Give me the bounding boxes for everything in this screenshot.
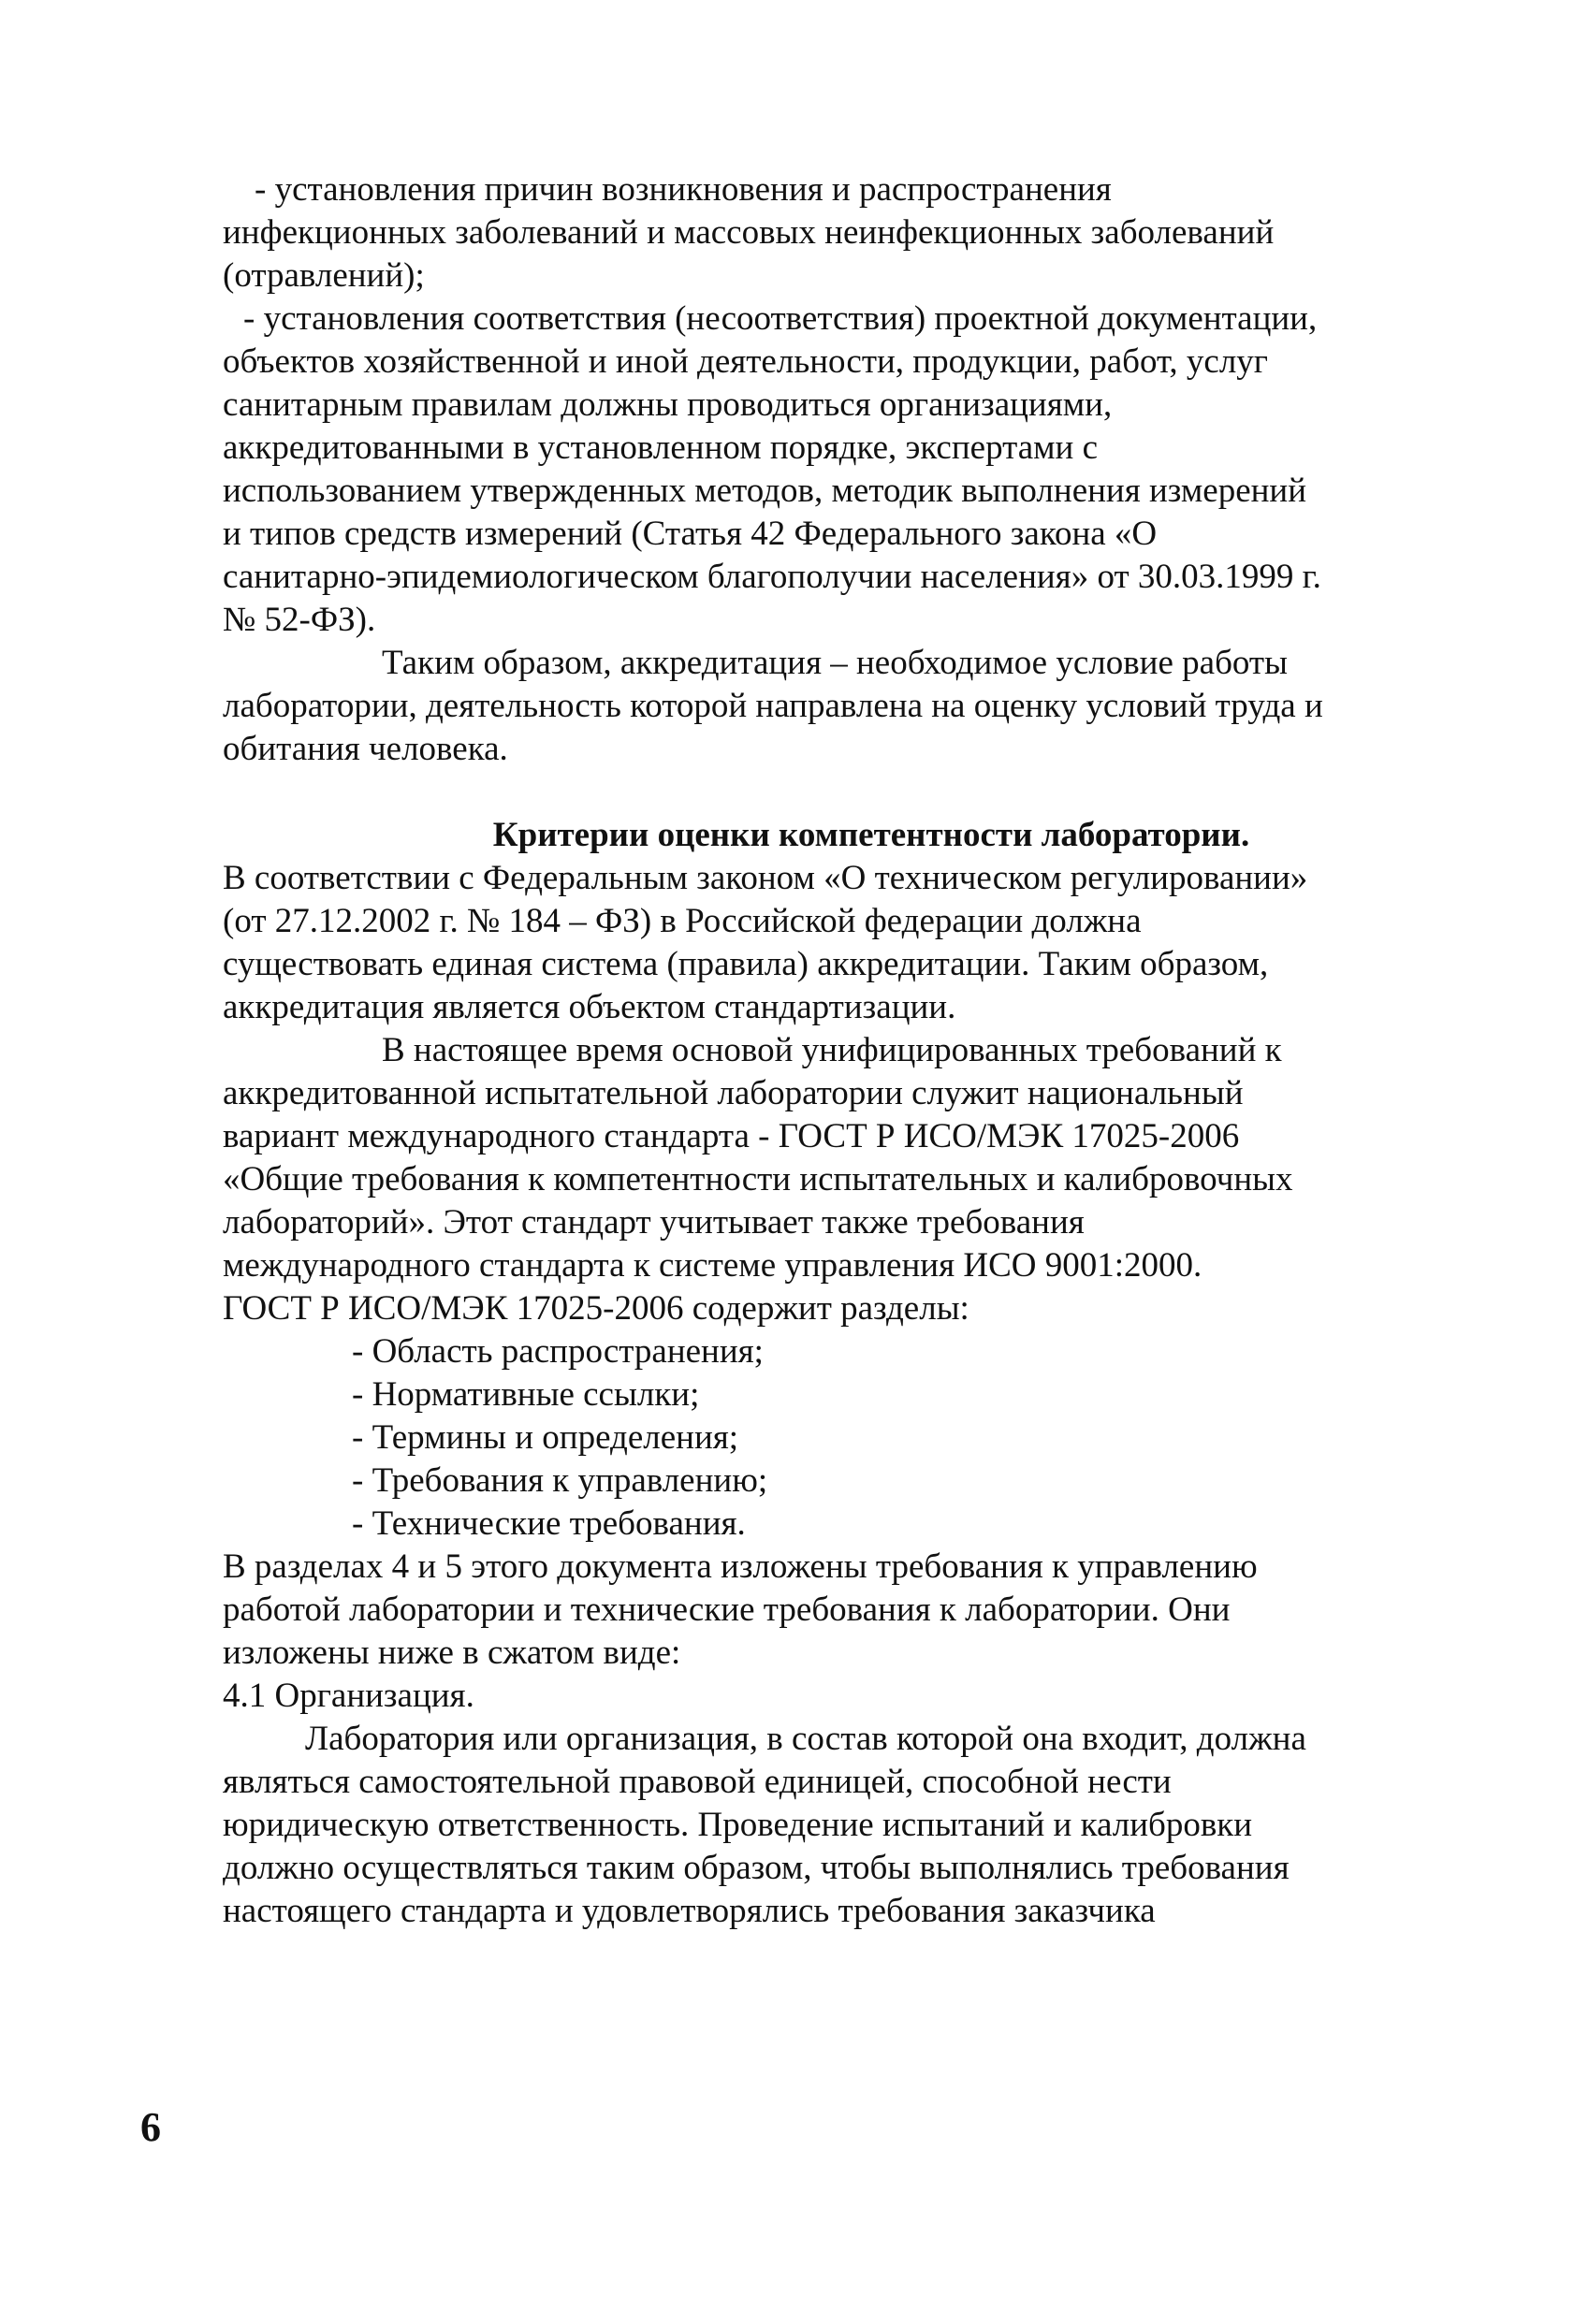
- text-line: аккредитация является объектом стандартизации.: [223, 988, 956, 1026]
- text-line: - установления соответствия (несоответствия) проектной документации,: [243, 299, 1318, 338]
- text-line: обитания человека.: [223, 730, 508, 768]
- text-line: использованием утвержденных методов, методик выполнения измерений: [223, 472, 1307, 510]
- text-line: юридическую ответственность. Проведение испытаний и калибровки: [223, 1806, 1253, 1844]
- text-line: ГОСТ Р ИСО/МЭК 17025-2006 содержит разделы:: [223, 1289, 969, 1328]
- text-line: объектов хозяйственной и иной деятельности, продукции, работ, услуг: [223, 342, 1268, 381]
- text-line: вариант международного стандарта - ГОСТ Р ИСО/МЭК 17025-2006: [223, 1117, 1240, 1155]
- text-line: санитарно-эпидемиологическом благополучии населения» от 30.03.1999 г.: [223, 558, 1321, 596]
- text-line: Таким образом, аккредитация – необходимое условие работы: [382, 644, 1288, 682]
- document-body: [223, 168, 1467, 1933]
- text-line: «Общие требования к компетентности испытательных и калибровочных: [223, 1160, 1293, 1198]
- text-line: настоящего стандарта и удовлетворялись требования заказчика: [223, 1892, 1156, 1930]
- text-line: (отравлений);: [223, 256, 425, 295]
- text-line: В разделах 4 и 5 этого документа изложены требования к управлению: [223, 1547, 1258, 1586]
- text-line: аккредитованной испытательной лаборатории служит национальный: [223, 1074, 1244, 1112]
- text-line: и типов средств измерений (Статья 42 Федерального закона «О: [223, 515, 1158, 553]
- list-item: - Термины и определения;: [352, 1418, 739, 1457]
- text-line: международного стандарта к системе управления ИСО 9001:2000.: [223, 1246, 1202, 1285]
- text-line: инфекционных заболеваний и массовых неинфекционных заболеваний: [223, 213, 1275, 252]
- text-line: работой лаборатории и технические требования к лаборатории. Они: [223, 1590, 1231, 1629]
- text-line: - установления причин возникновения и распространения: [255, 170, 1112, 209]
- page-number: 6: [140, 2104, 161, 2150]
- text-line: Лаборатория или организация, в состав которой она входит, должна: [305, 1720, 1306, 1758]
- paragraph-gap: [223, 771, 1467, 814]
- text-line: № 52-ФЗ).: [223, 601, 376, 639]
- text-line: В настоящее время основой унифицированных требований к: [382, 1031, 1282, 1069]
- list-item: - Область распространения;: [352, 1332, 764, 1371]
- text-line: санитарным правилам должны проводиться организациями,: [223, 385, 1113, 424]
- section-heading: Критерии оценки компетентности лаборатории.: [492, 816, 1250, 854]
- subsection-heading: 4.1 Организация.: [223, 1677, 474, 1715]
- text-line: должно осуществляться таким образом, чтобы выполнялись требования: [223, 1849, 1290, 1887]
- list-item: - Требования к управлению;: [352, 1461, 768, 1500]
- text-line: существовать единая система (правила) аккредитации. Таким образом,: [223, 945, 1269, 983]
- text-line: изложены ниже в сжатом виде:: [223, 1634, 681, 1672]
- list-item: - Технические требования.: [352, 1504, 746, 1543]
- text-line: В соответствии с Федеральным законом «О техническом регулировании»: [223, 859, 1308, 897]
- list-item: - Нормативные ссылки;: [352, 1375, 700, 1414]
- text-line: (от 27.12.2002 г. № 184 – ФЗ) в Российской федерации должна: [223, 902, 1142, 940]
- text-line: лабораторий». Этот стандарт учитывает также требования: [223, 1203, 1085, 1242]
- text-line: лаборатории, деятельность которой направлена на оценку условий труда и: [223, 687, 1323, 725]
- text-line: аккредитованными в установленном порядке, экспертами с: [223, 428, 1099, 467]
- text-line: являться самостоятельной правовой единицей, способной нести: [223, 1763, 1172, 1801]
